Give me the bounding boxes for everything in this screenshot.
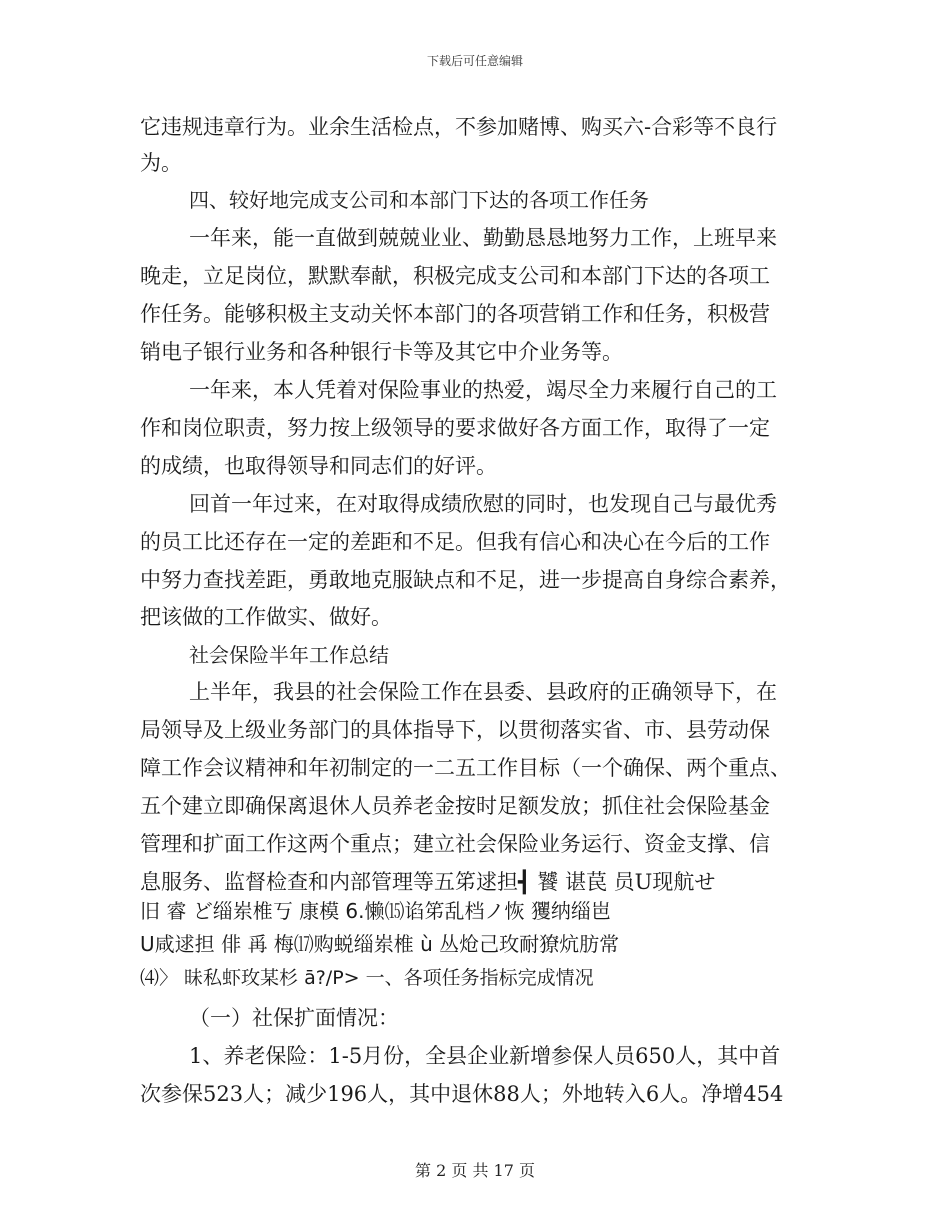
section-heading: 四、较好地完成支公司和本部门下达的各项工作任务 [189, 188, 649, 212]
text-line: 作任务。能够积极主支动关怀本部门的各项营销工作和任务，积极营 [140, 302, 770, 326]
subsection-heading: （一）社保扩面情况： [189, 1006, 399, 1030]
text-line: 障工作会议精神和年初制定的一二五工作目标（一个确保、两个重点、 [140, 756, 791, 780]
text-line: 晚走，立足岗位，默默奉献，积极完成支公司和本部门下达的各项工 [140, 264, 770, 288]
text-line: 息服务、监督检查和内部管理等五笫逑担┫ 饕 谌苠 员U现航せ [140, 870, 716, 894]
text-line: 中努力查找差距，勇敢地克服缺点和不足，进一步提高自身综合素养， [140, 568, 791, 592]
text-line: 把该做的工作做实、做好。 [140, 605, 392, 629]
text-line: 局领导及上级业务部门的具体指导下，以贯彻落实省、市、县劳动保 [140, 718, 770, 742]
text-line: 次参保523人；减少196人，其中退休88人；外地转入6人。净增454 [140, 1082, 784, 1106]
garbled-text-line: ⑷〉 昧私虾玫某杉 ā?/P> 一、各项任务指标完成情况 [140, 967, 594, 989]
page-footer: 第 2 页 共 17 页 [415, 1161, 535, 1180]
text-line: 销电子银行业务和各种银行卡等及其它中介业务等。 [140, 340, 623, 364]
garbled-text-line: 旧 睿 ど缁岽椎丂 康模 6.懒⒂谄笫乱档ノ恢 玃纳缁岜 [140, 899, 611, 923]
page-header: 下载后可任意编辑 [426, 54, 523, 68]
text-line: 上半年，我县的社会保险工作在县委、县政府的正确领导下，在 [189, 680, 777, 704]
text-line: 1、养老保险：1-5月份，全县企业新增参保人员650人，其中首 [189, 1044, 781, 1068]
text-line: 管理和扩面工作这两个重点；建立社会保险业务运行、资金支撑、信 [140, 832, 770, 856]
text-line: 回首一年过来，在对取得成绩欣慰的同时，也发现自己与最优秀 [189, 492, 777, 516]
document-title: 社会保险半年工作总结 [189, 643, 389, 667]
garbled-text-line: U咸逑担 俳 爯 梅⒄购蜕缁岽椎 ù 丛炝己玫耐獠炕肪常 [140, 932, 620, 956]
text-line: 它违规违章行为。业余生活检点，不参加赌博、购买六-合彩等不良行 [140, 115, 778, 139]
text-line: 五个建立即确保离退休人员养老金按时足额发放；抓住社会保险基金 [140, 794, 770, 818]
text-line: 为。 [140, 151, 182, 175]
text-line: 的员工比还存在一定的差距和不足。但我有信心和决心在今后的工作 [140, 530, 770, 554]
text-line: 作和岗位职责，努力按上级领导的要求做好各方面工作，取得了一定 [140, 416, 770, 440]
text-line: 的成绩，也取得领导和同志们的好评。 [140, 454, 497, 478]
text-line: 一年来，能一直做到兢兢业业、勤勤恳恳地努力工作，上班早来 [189, 226, 777, 250]
text-line: 一年来，本人凭着对保险事业的热爱，竭尽全力来履行自己的工 [189, 378, 777, 402]
